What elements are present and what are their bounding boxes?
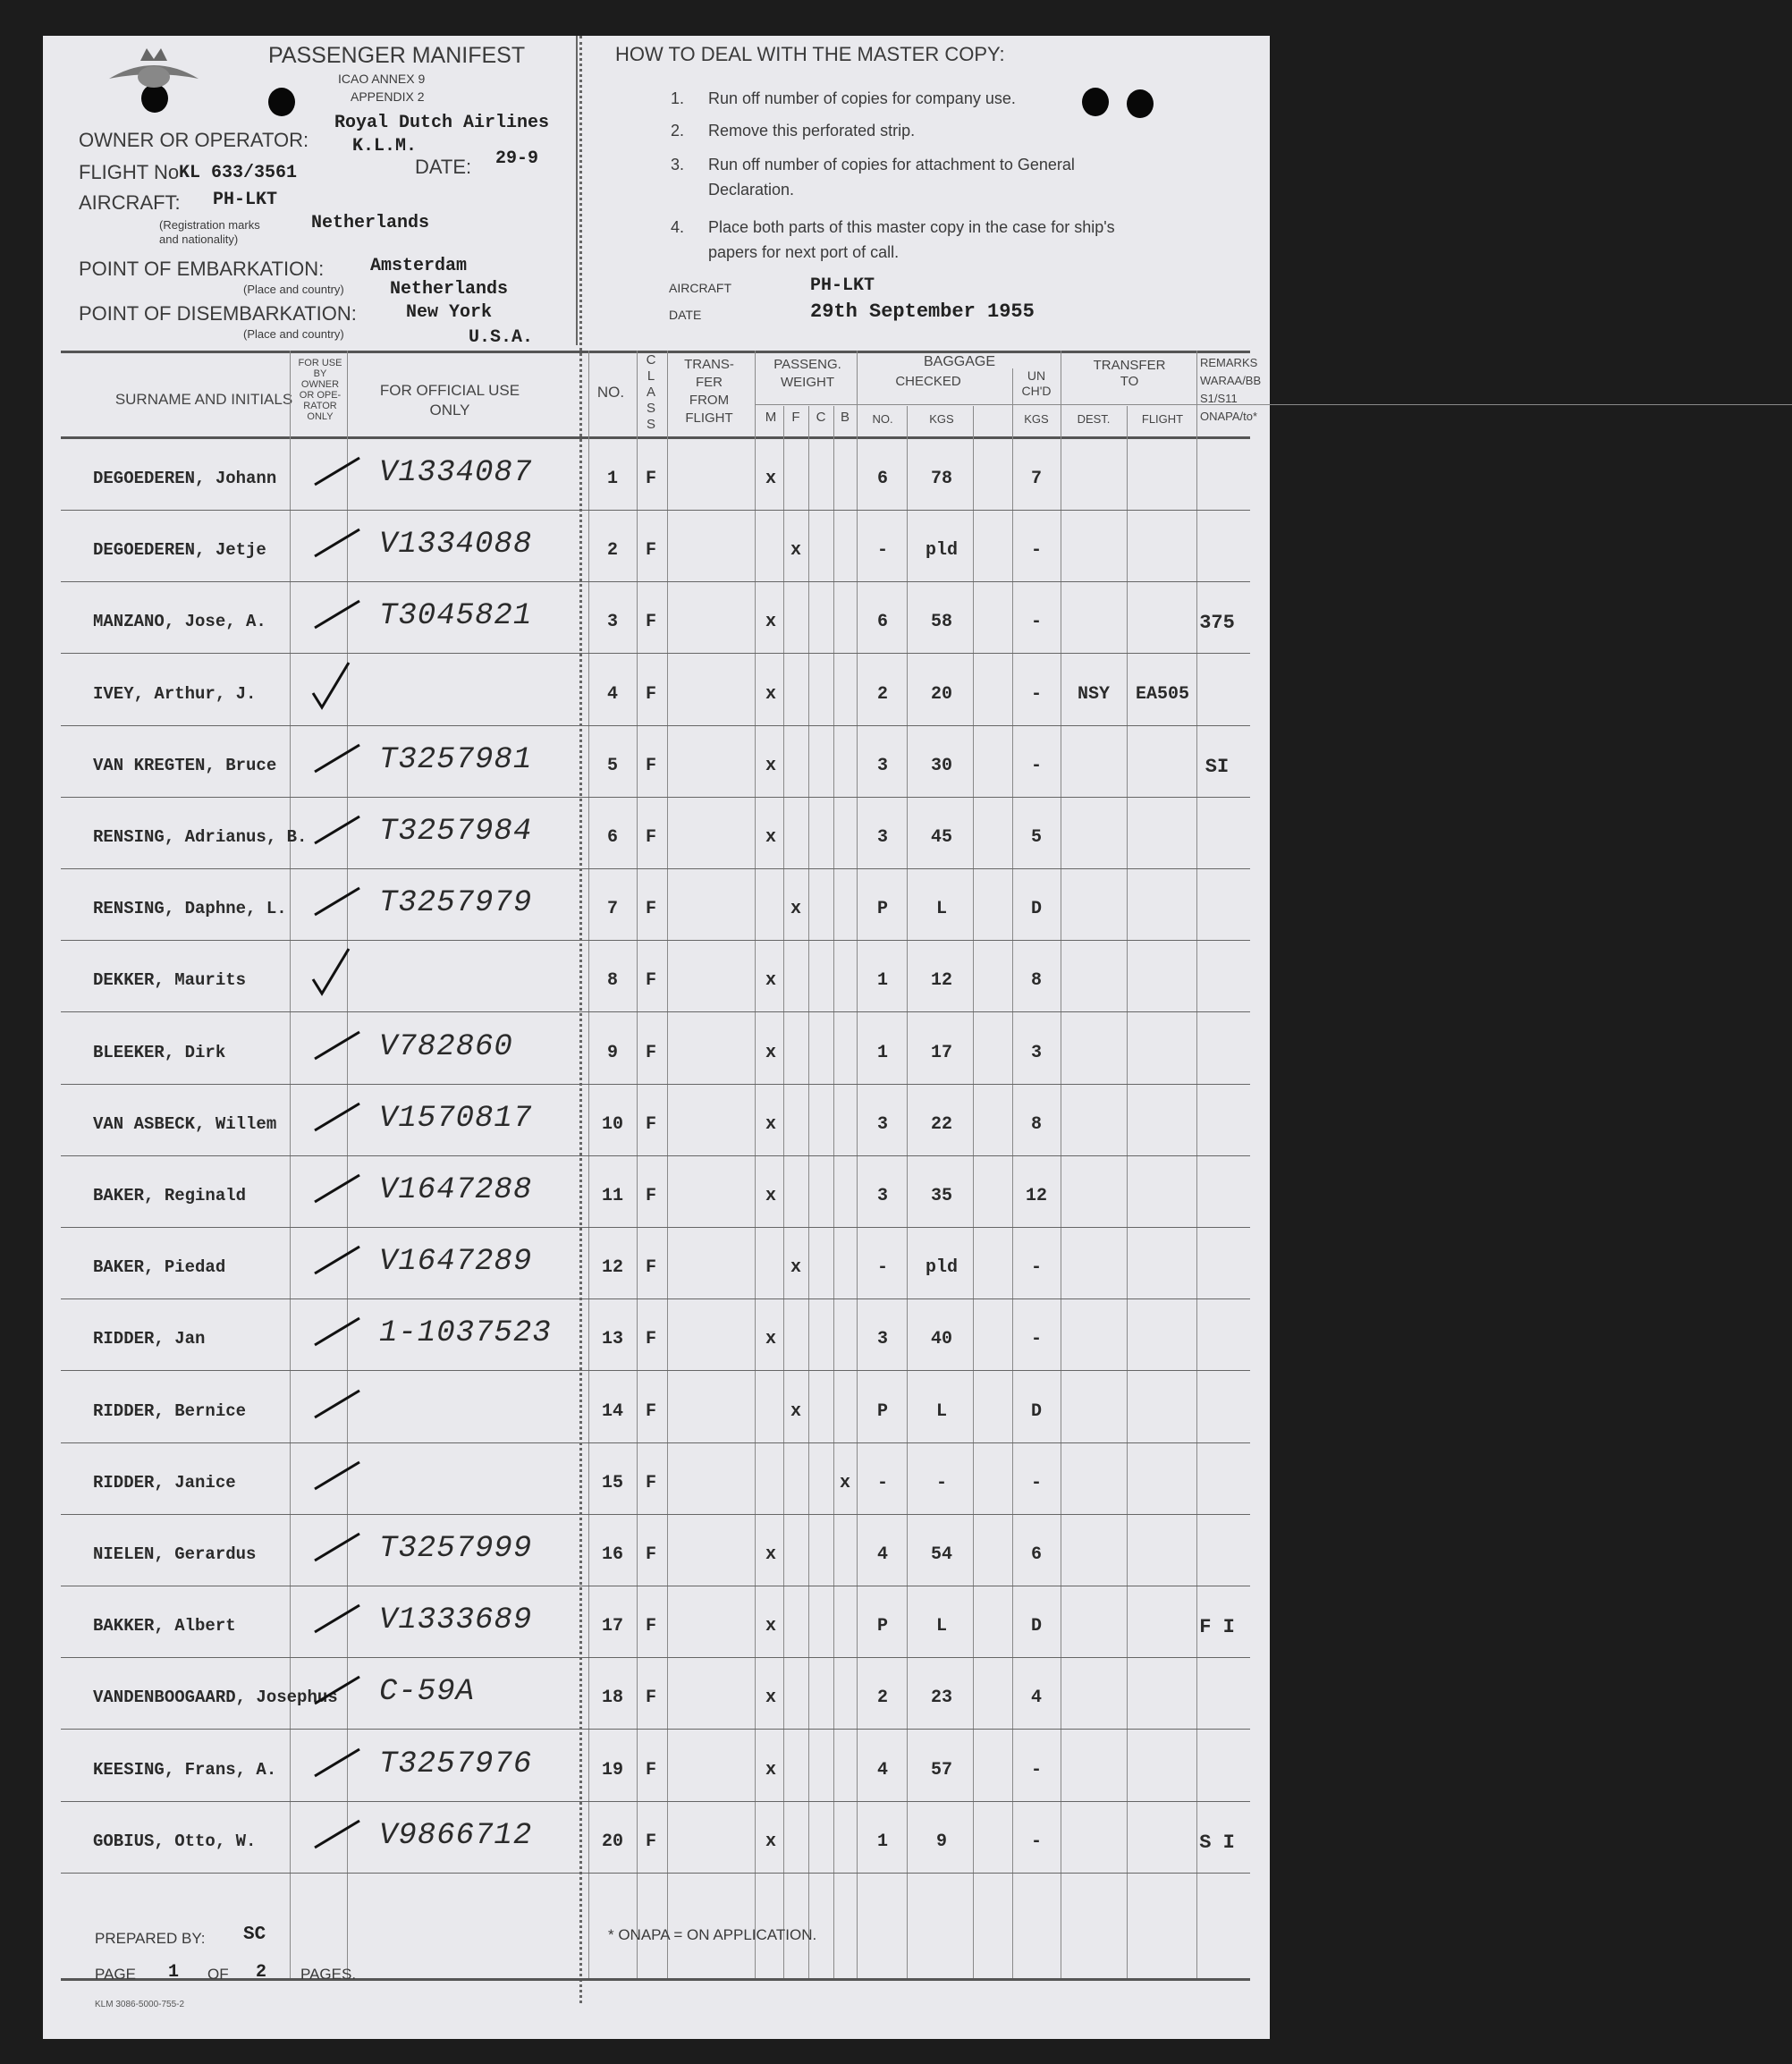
prepared-by-label: PREPARED BY: [95, 1930, 206, 1947]
remarks-value: F I [1199, 1616, 1235, 1639]
row-number: 2 [606, 540, 618, 562]
row-divider [61, 868, 1250, 869]
unchecked-kgs: 12 [1025, 1186, 1047, 1206]
passport-number: V1647289 [379, 1245, 533, 1280]
unchecked-kgs: - [1030, 1472, 1042, 1493]
weight-m: x [765, 755, 776, 776]
check-mark-icon [308, 517, 372, 562]
row-number: 4 [606, 683, 618, 705]
instruction-number: 1. [671, 89, 685, 107]
row-number: 6 [606, 827, 618, 848]
footer-line [61, 1978, 1250, 1981]
table-row [43, 1659, 1270, 1730]
baggage-count: - [876, 1472, 888, 1493]
of-label: OF [207, 1966, 229, 1983]
class-value: F [645, 1759, 656, 1781]
remarks-value: SI [1205, 755, 1230, 778]
table-row [43, 1587, 1270, 1659]
class-value: F [645, 755, 656, 776]
row-number: 18 [601, 1688, 623, 1709]
unchecked-kgs: 6 [1030, 1544, 1042, 1565]
instr-aircraft-value: PH-LKT [810, 275, 875, 296]
disembarkation-label: POINT OF DISEMBARKATION: [79, 302, 357, 325]
col-passenger-weight: PASSENG. WEIGHT [773, 357, 841, 390]
table-row [43, 1086, 1270, 1157]
passport-number: V1334087 [379, 456, 533, 490]
col-remarks: REMARKS WARAA/BB S1/S11 ONAPA/to* [1200, 356, 1262, 423]
row-divider [61, 1873, 1250, 1874]
col-unchd-kgs: KGS [1024, 412, 1049, 426]
weight-f: x [790, 1400, 801, 1422]
class-value: F [645, 1616, 656, 1637]
baggage-count: 2 [876, 1688, 888, 1709]
check-mark-icon [308, 445, 372, 490]
unchecked-kgs: 5 [1030, 827, 1042, 848]
passenger-name: VAN ASBECK, Willem [93, 1113, 277, 1134]
pages-label: PAGES. [300, 1966, 357, 1983]
table-row [43, 1300, 1270, 1372]
row-divider [61, 1729, 1250, 1730]
table-row [43, 1444, 1270, 1516]
row-number: 7 [606, 899, 618, 920]
col-baggage: BAGGAGE [923, 354, 996, 369]
row-divider [61, 581, 1250, 582]
baggage-count: P [876, 1616, 888, 1637]
baggage-kgs: pld [925, 540, 958, 562]
row-divider [61, 1011, 1250, 1012]
passenger-name: NIELEN, Gerardus [93, 1544, 257, 1564]
passport-number: V1647288 [379, 1173, 533, 1207]
passenger-name: BAKER, Piedad [93, 1257, 226, 1278]
baggage-count: 4 [876, 1759, 888, 1781]
weight-m: x [765, 1113, 776, 1135]
weight-m: x [765, 1831, 776, 1852]
class-value: F [645, 1688, 656, 1709]
passenger-name: RIDDER, Bernice [93, 1400, 247, 1421]
check-mark-icon [308, 1593, 372, 1637]
passenger-name: DEGOEDEREN, Johann [93, 469, 277, 488]
form-code: KLM 3086-5000-755-2 [95, 2000, 185, 2009]
aircraft-label: AIRCRAFT: [79, 191, 181, 214]
disembarkation-value: New York [406, 302, 493, 323]
col-bag-no: NO. [872, 412, 893, 426]
form-title: PASSENGER MANIFEST [268, 43, 526, 68]
baggage-count: 6 [876, 612, 888, 633]
row-number: 16 [601, 1544, 623, 1565]
registration-label: (Registration marks [159, 218, 260, 232]
punch-hole [1127, 89, 1154, 118]
row-divider [61, 1514, 1250, 1515]
aircraft-value: PH-LKT [213, 190, 278, 210]
baggage-kgs: - [935, 1472, 947, 1493]
passport-number: V1333689 [379, 1603, 533, 1638]
check-mark-icon [308, 661, 372, 706]
table-row [43, 870, 1270, 942]
baggage-count: - [876, 540, 888, 562]
col-official-use: FOR OFFICIAL USE ONLY [379, 382, 520, 419]
passport-number: 1-1037523 [379, 1316, 552, 1351]
passenger-name: IVEY, Arthur, J. [93, 683, 257, 704]
table-row [43, 1229, 1270, 1300]
baggage-count: - [876, 1257, 888, 1279]
disembarkation-country: U.S.A. [469, 327, 534, 348]
check-mark-icon [308, 1664, 372, 1709]
passenger-name: GOBIUS, Otto, W. [93, 1831, 257, 1851]
class-value: F [645, 1042, 656, 1063]
row-number: 8 [606, 970, 618, 992]
passport-number: V1570817 [379, 1101, 533, 1136]
baggage-count: 2 [876, 683, 888, 705]
owner-label: OWNER OR OPERATOR: [79, 129, 309, 151]
table-row [43, 1731, 1270, 1803]
row-number: 9 [606, 1042, 618, 1063]
instruction-text: Run off number of copies for company use. [708, 89, 1016, 107]
check-mark-icon [308, 1808, 372, 1853]
unchecked-kgs: D [1030, 1616, 1042, 1637]
row-number: 12 [601, 1257, 623, 1279]
col-transfer-to: TRANSFER TO [1093, 358, 1166, 389]
baggage-count: P [876, 1400, 888, 1422]
baggage-kgs: 57 [930, 1759, 952, 1781]
table-row [43, 440, 1270, 512]
table-row [43, 583, 1270, 655]
punch-hole [1082, 88, 1109, 116]
passport-number: T3257976 [379, 1747, 533, 1781]
row-number: 3 [606, 612, 618, 633]
class-value: F [645, 827, 656, 848]
table-row [43, 512, 1270, 583]
unchecked-kgs: - [1030, 540, 1042, 562]
instr-date-label: DATE [669, 308, 702, 322]
instr-aircraft-label: AIRCRAFT [669, 281, 731, 295]
instruction-text: Run off number of copies for attachment to General [708, 156, 1075, 173]
check-mark-icon [308, 1091, 372, 1136]
row-divider [61, 797, 1250, 798]
row-number: 10 [601, 1113, 623, 1135]
weight-m: x [765, 827, 776, 848]
instruction-number: 2. [671, 122, 685, 140]
table-row [43, 799, 1270, 870]
unchecked-kgs: - [1030, 1257, 1042, 1279]
row-divider [61, 1227, 1250, 1228]
passenger-name: RENSING, Adrianus, B. [93, 827, 308, 847]
check-mark-icon [308, 1378, 372, 1423]
passport-number: T3257979 [379, 886, 533, 921]
table-row [43, 656, 1270, 727]
passport-number: V9866712 [379, 1818, 533, 1853]
remarks-value: S I [1199, 1831, 1235, 1854]
passport-number: T3257981 [379, 742, 533, 777]
baggage-count: 3 [876, 755, 888, 776]
unchecked-kgs: D [1030, 899, 1042, 920]
registration-label-2: and nationality) [159, 233, 239, 246]
col-dest: DEST. [1077, 412, 1111, 426]
row-number: 5 [606, 755, 618, 776]
check-mark-icon [308, 1163, 372, 1207]
class-value: F [645, 1329, 656, 1350]
col-unchecked: UN CH'D [1021, 368, 1052, 398]
instruction-number: 3. [671, 156, 685, 173]
col-surname: SURNAME AND INITIALS [114, 391, 293, 408]
disembarkation-sub: (Place and country) [243, 327, 344, 341]
row-divider [61, 1442, 1250, 1443]
prepared-by-value: SC [243, 1924, 266, 1945]
instruction-text: Place both parts of this master copy in the case for ship's [708, 218, 1115, 236]
unchecked-kgs: 8 [1030, 1113, 1042, 1135]
table-row [43, 1014, 1270, 1086]
baggage-count: 1 [876, 1042, 888, 1063]
weight-m: x [765, 1186, 776, 1206]
page-label: PAGE [95, 1966, 136, 1983]
passport-number: V782860 [379, 1029, 513, 1064]
row-divider [61, 725, 1250, 726]
class-value: F [645, 1831, 656, 1852]
embarkation-label: POINT OF EMBARKATION: [79, 258, 325, 280]
class-value: F [645, 899, 656, 920]
passenger-name: VAN KREGTEN, Bruce [93, 755, 277, 775]
baggage-count: 3 [876, 827, 888, 848]
baggage-kgs: 9 [935, 1831, 947, 1852]
baggage-count: 1 [876, 970, 888, 992]
check-mark-icon [308, 1306, 372, 1350]
passenger-name: RIDDER, Janice [93, 1472, 236, 1493]
baggage-kgs: 58 [930, 612, 952, 633]
class-value: F [645, 1472, 656, 1493]
table-row [43, 1373, 1270, 1444]
unchecked-kgs: - [1030, 612, 1042, 633]
class-value: F [645, 540, 656, 562]
passport-number: T3045821 [379, 599, 533, 634]
unchecked-kgs: D [1030, 1400, 1042, 1422]
baggage-count: 3 [876, 1329, 888, 1350]
col-f: F [791, 410, 800, 425]
row-number: 14 [601, 1400, 623, 1422]
row-divider [61, 510, 1250, 511]
row-number: 11 [601, 1186, 623, 1206]
passenger-name: BAKKER, Albert [93, 1616, 236, 1637]
baggage-count: 3 [876, 1186, 888, 1206]
class-value: F [645, 612, 656, 633]
sep [755, 404, 1792, 405]
unchecked-kgs: - [1030, 683, 1042, 705]
weight-b: x [839, 1472, 850, 1493]
baggage-kgs: 12 [930, 970, 952, 992]
unchecked-kgs: 8 [1030, 970, 1042, 992]
row-number: 13 [601, 1329, 623, 1350]
instructions-title: HOW TO DEAL WITH THE MASTER COPY: [615, 43, 1005, 65]
check-mark-icon [308, 804, 372, 849]
row-divider [61, 1801, 1250, 1802]
header-divider [576, 36, 578, 345]
weight-m: x [765, 1616, 776, 1637]
baggage-kgs: 54 [930, 1544, 952, 1565]
row-divider [61, 1657, 1250, 1658]
col-for-use-owner: FOR USE BY OWNER OR OPE- RATOR ONLY [298, 358, 342, 422]
unchecked-kgs: 4 [1030, 1688, 1042, 1709]
unchecked-kgs: - [1030, 755, 1042, 776]
weight-m: x [765, 970, 776, 992]
owner-value-short: K.L.M. [352, 136, 418, 156]
class-value: F [645, 1400, 656, 1422]
baggage-kgs: 30 [930, 755, 952, 776]
row-divider [61, 1155, 1250, 1156]
punch-hole [268, 88, 295, 116]
baggage-count: 3 [876, 1113, 888, 1135]
check-mark-icon [308, 1450, 372, 1494]
unchecked-kgs: 7 [1030, 469, 1042, 489]
col-class: C L A S S [646, 352, 656, 432]
registration-value: Netherlands [311, 213, 430, 233]
passenger-name: DEKKER, Maurits [93, 970, 247, 991]
passenger-name: KEESING, Frans, A. [93, 1759, 277, 1780]
check-mark-icon [308, 588, 372, 633]
baggage-kgs: pld [925, 1257, 958, 1279]
embarkation-value: Amsterdam [370, 256, 468, 276]
row-number: 1 [606, 469, 618, 489]
baggage-kgs: 45 [930, 827, 952, 848]
weight-m: x [765, 683, 776, 705]
passenger-name: RIDDER, Jan [93, 1329, 206, 1349]
check-mark-icon [308, 1521, 372, 1566]
weight-m: x [765, 469, 776, 489]
transfer-dest: NSY [1077, 683, 1110, 705]
appendix: APPENDIX 2 [351, 89, 425, 104]
check-mark-icon [308, 1019, 372, 1064]
row-divider [61, 653, 1250, 654]
passenger-name: BAKER, Reginald [93, 1186, 247, 1205]
class-value: F [645, 469, 656, 489]
row-number: 17 [601, 1616, 623, 1637]
table-row [43, 1516, 1270, 1587]
page-value: 1 [168, 1962, 180, 1983]
instruction-text-cont: papers for next port of call. [708, 243, 900, 261]
manifest-sheet [43, 36, 1270, 2039]
check-mark-icon [308, 732, 372, 777]
transfer-flight: EA505 [1135, 683, 1189, 705]
header-bottom-line [61, 436, 1250, 439]
row-number: 19 [601, 1759, 623, 1781]
baggage-count: 6 [876, 469, 888, 489]
passport-number: T3257984 [379, 815, 533, 849]
baggage-kgs: 20 [930, 683, 952, 705]
class-value: F [645, 683, 656, 705]
onapa-note: * ONAPA = ON APPLICATION. [608, 1926, 817, 1943]
check-mark-icon [308, 876, 372, 920]
baggage-count: P [876, 899, 888, 920]
class-value: F [645, 1257, 656, 1279]
unchecked-kgs: 3 [1030, 1042, 1042, 1063]
baggage-kgs: L [935, 1400, 947, 1422]
embarkation-sub: (Place and country) [243, 283, 344, 296]
weight-m: x [765, 612, 776, 633]
passport-number: C-59A [379, 1675, 476, 1710]
instruction-text: Remove this perforated strip. [708, 122, 916, 140]
weight-m: x [765, 1688, 776, 1709]
of-value: 2 [256, 1962, 267, 1983]
col-flight: FLIGHT [1141, 412, 1184, 426]
flight-value: KL 633/3561 [179, 163, 298, 183]
baggage-kgs: 23 [930, 1688, 952, 1709]
weight-m: x [765, 1759, 776, 1781]
date-label: DATE: [415, 156, 472, 178]
row-number: 20 [601, 1831, 623, 1852]
instruction-text-cont: Declaration. [708, 181, 795, 199]
table-row [43, 942, 1270, 1013]
remarks-value: 375 [1199, 612, 1235, 635]
row-divider [61, 1298, 1250, 1299]
baggage-count: 1 [876, 1831, 888, 1852]
embarkation-country: Netherlands [390, 279, 509, 300]
col-m: M [765, 410, 777, 425]
class-value: F [645, 1113, 656, 1135]
row-divider [61, 1084, 1250, 1085]
class-value: F [645, 1186, 656, 1206]
passenger-name: BLEEKER, Dirk [93, 1042, 226, 1062]
baggage-kgs: L [935, 899, 947, 920]
baggage-kgs: L [935, 1616, 947, 1637]
passport-number: V1334088 [379, 528, 533, 563]
weight-m: x [765, 1042, 776, 1063]
col-checked: CHECKED [895, 374, 961, 389]
class-value: F [645, 1544, 656, 1565]
check-mark-icon [308, 947, 372, 992]
date-value: 29-9 [495, 148, 539, 169]
flight-label: FLIGHT No [79, 161, 180, 183]
baggage-kgs: 22 [930, 1113, 952, 1135]
row-number: 15 [601, 1472, 623, 1493]
col-c: C [816, 410, 826, 425]
col-no: NO. [596, 384, 625, 401]
unchecked-kgs: - [1030, 1831, 1042, 1852]
passenger-name: RENSING, Daphne, L. [93, 899, 287, 919]
weight-m: x [765, 1329, 776, 1350]
baggage-kgs: 35 [930, 1186, 952, 1206]
col-kgs: KGS [929, 412, 954, 426]
passenger-name: MANZANO, Jose, A. [93, 612, 266, 632]
owner-value: Royal Dutch Airlines [334, 113, 550, 133]
weight-f: x [790, 899, 801, 920]
passenger-name: DEGOEDEREN, Jetje [93, 540, 266, 561]
passport-number: T3257999 [379, 1532, 533, 1566]
passenger-name: VANDENBOOGAARD, Josephus [93, 1688, 338, 1708]
class-value: F [645, 970, 656, 992]
col-transfer-from: TRANS- FER FROM FLIGHT [684, 357, 734, 426]
unchecked-kgs: - [1030, 1759, 1042, 1781]
check-mark-icon [308, 1234, 372, 1279]
row-divider [61, 940, 1250, 941]
baggage-count: 4 [876, 1544, 888, 1565]
weight-m: x [765, 1544, 776, 1565]
baggage-kgs: 40 [930, 1329, 952, 1350]
table-row [43, 1157, 1270, 1229]
row-divider [61, 1370, 1250, 1371]
instruction-number: 4. [671, 218, 685, 236]
baggage-kgs: 78 [930, 469, 952, 489]
col-b: B [840, 410, 850, 425]
instr-date-value: 29th September 1955 [810, 300, 1035, 323]
table-row [43, 727, 1270, 799]
table-row [43, 1803, 1270, 1874]
check-mark-icon [308, 1737, 372, 1781]
icao-annex: ICAO ANNEX 9 [338, 72, 426, 86]
weight-f: x [790, 540, 801, 562]
unchecked-kgs: - [1030, 1329, 1042, 1350]
klm-crown-logo [100, 43, 207, 106]
baggage-kgs: 17 [930, 1042, 952, 1063]
weight-f: x [790, 1257, 801, 1279]
